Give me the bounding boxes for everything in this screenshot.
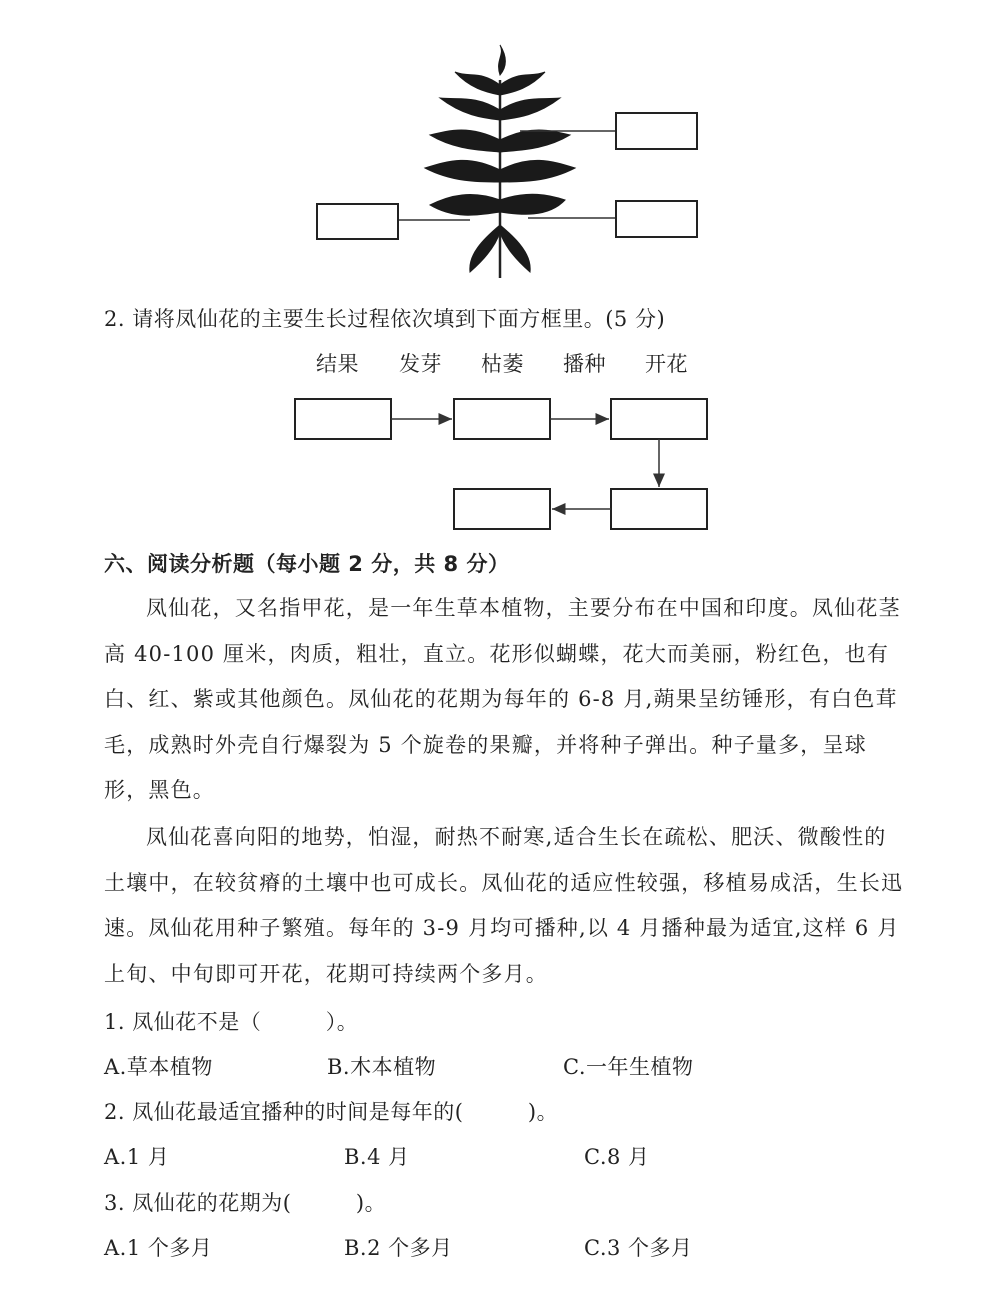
word-bank-item: 发芽 — [399, 352, 442, 376]
passage-paragraph-2: 凤仙花喜向阳的地势，怕湿，耐热不耐寒,适合生长在疏松、肥沃、微酸性的土壤中，在较贫瘠的土壤中也可成长。凤仙花的适应性较强，移植易成活，生长迅速。凤仙花用种子繁殖。每年的 3-9 月均可播种,以 4 月播种最为适宜,这样 6 月上旬、中旬即可开花，花期可持续两个多月。 — [104, 825, 904, 986]
word-bank-item: 结果 — [316, 352, 359, 376]
question-2-option-b[interactable]: B.4 月 — [344, 1145, 410, 1169]
question-1-option-a[interactable]: A.草本植物 — [104, 1055, 213, 1079]
question-3-option-c[interactable]: C.3 个多月 — [584, 1236, 693, 1260]
q2-prompt: 2. 请将凤仙花的主要生长过程依次填到下面方框里。(5 分) — [104, 307, 666, 331]
question-3-option-a[interactable]: A.1 个多月 — [104, 1236, 213, 1260]
plant-diagram — [0, 0, 1004, 290]
question-2-stem: 2. 凤仙花最适宜播种的时间是每年的( )。 — [104, 1100, 559, 1124]
growth-flow-diagram — [0, 390, 1004, 550]
flow-box-4[interactable] — [611, 489, 707, 529]
question-1-option-c[interactable]: C.一年生植物 — [563, 1055, 694, 1079]
question-2-option-a[interactable]: A.1 月 — [104, 1145, 170, 1169]
question-1-stem: 1. 凤仙花不是（ ）。 — [104, 1010, 359, 1034]
word-bank-item: 枯萎 — [481, 352, 524, 376]
word-bank-item: 开花 — [645, 352, 688, 376]
question-3-option-b[interactable]: B.2 个多月 — [344, 1236, 453, 1260]
flow-box-3[interactable] — [611, 399, 707, 439]
label-box-left[interactable] — [317, 204, 398, 239]
passage-paragraph-1: 凤仙花，又名指甲花，是一年生草本植物，主要分布在中国和印度。凤仙花茎高 40-100 厘米，肉质，粗壮，直立。花形似蝴蝶，花大而美丽，粉红色，也有白、红、紫或其他颜色。凤仙花的花期为每年的 6-8 月,蒴果呈纺锤形，有白色茸毛，成熟时外壳自行爆裂为 5 个旋卷的果瓣，并将种子弹出。种子量多，呈球形，黑色。 — [104, 596, 901, 802]
label-box-top-right[interactable] — [616, 113, 697, 149]
flow-box-5[interactable] — [454, 489, 550, 529]
flow-box-2[interactable] — [454, 399, 550, 439]
flow-box-1[interactable] — [295, 399, 391, 439]
word-bank-item: 播种 — [563, 352, 606, 376]
question-1-option-b[interactable]: B.木本植物 — [327, 1055, 437, 1079]
label-box-bottom-right[interactable] — [616, 201, 697, 237]
section-title: 六、阅读分析题（每小题 2 分，共 8 分） — [104, 552, 510, 576]
question-2-option-c[interactable]: C.8 月 — [584, 1145, 650, 1169]
question-3-stem: 3. 凤仙花的花期为( )。 — [104, 1191, 387, 1215]
